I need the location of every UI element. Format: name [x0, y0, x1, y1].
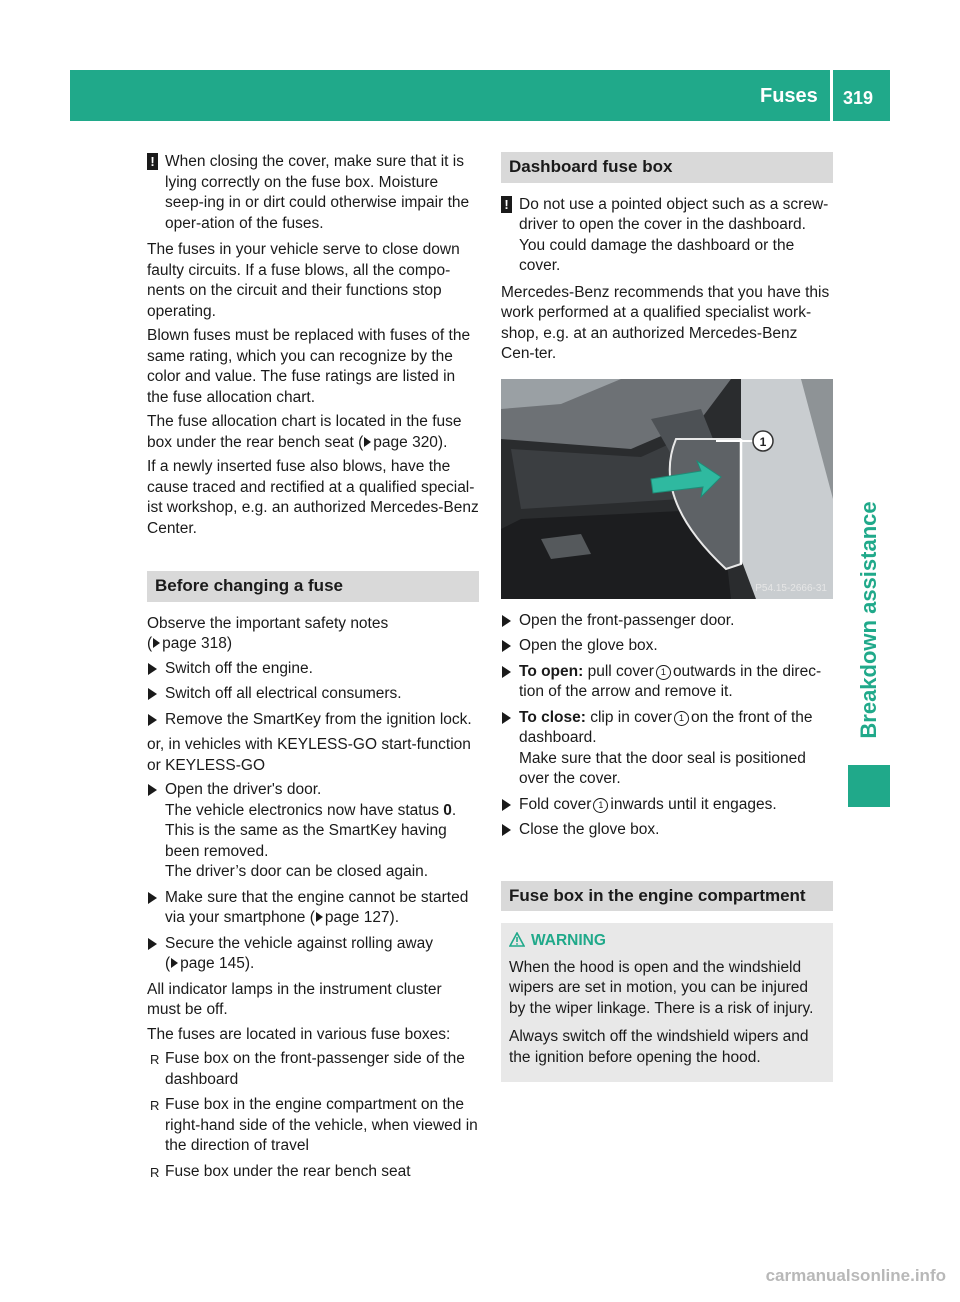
step-arrow-icon	[148, 688, 157, 700]
paragraph: The fuse allocation chart is located in the fuse box under the rear bench seat ( page 320).	[147, 413, 462, 451]
paragraph: or, in vehicles with KEYLESS-GO start-function or KEYLESS-GO	[147, 736, 471, 774]
dashboard-photo	[501, 379, 833, 599]
section-heading: Before changing a fuse	[147, 571, 479, 602]
paragraph: All indicator lamps in the instrument cluster must be off.	[147, 980, 442, 1018]
header-separator	[830, 70, 833, 121]
page-ref-link[interactable]: page 318)	[162, 635, 232, 652]
right-column	[501, 152, 833, 1082]
page-number: 319	[843, 88, 874, 108]
warning-text: Always switch off the windshield wipers and the ignition before opening the hood.	[509, 1028, 809, 1066]
paragraph: If a newly inserted fuse also blows, have the cause traced and rectified at a qualified special-ist workshop, e.g. an authorized Mercedes-Benz Center.	[147, 458, 479, 537]
page-ref-arrow-icon	[171, 958, 178, 968]
page-ref-arrow-icon	[153, 638, 160, 648]
bullet-icon: R	[150, 1052, 160, 1067]
paragraph: The fuses are located in various fuse boxes:	[147, 1025, 451, 1043]
left-column	[147, 152, 479, 1187]
step-item: Open the front-passenger door.	[501, 611, 833, 632]
list-item: R Fuse box in the engine compartment on the right-hand side of the vehicle, when viewed in the direction of travel	[150, 1096, 478, 1154]
section-heading: Dashboard fuse box	[501, 152, 833, 183]
paragraph: Mercedes-Benz recommends that you have this work performed at a qualified specialist work-shop, e.g. at an authorized Mercedes-Benz Cen-ter.	[501, 283, 830, 362]
step-item: Open the glove box.	[501, 636, 833, 657]
watermark: carmanualsonline.info	[765, 1266, 946, 1285]
callout-circle-icon: 1	[593, 798, 608, 813]
dashboard-illustration	[501, 379, 833, 599]
photo-callout: 1	[759, 434, 767, 449]
step-arrow-icon	[502, 799, 511, 811]
paragraph: Blown fuses must be replaced with fuses of the same rating, which you can recognize by the color and value. The fuse ratings are listed in the fuse allocation chart.	[147, 327, 471, 406]
callout-circle-icon: 1	[656, 665, 671, 680]
page-ref-arrow-icon	[316, 912, 323, 922]
side-tab-marker	[848, 765, 890, 807]
warning-triangle-icon	[509, 932, 525, 947]
step-arrow-icon	[502, 712, 511, 724]
step-item: To open: pull cover 1 outwards in the direc-tion of the arrow and remove it.	[501, 662, 833, 703]
callout-circle-icon: 1	[674, 711, 689, 726]
step-item: Switch off all electrical consumers.	[147, 684, 479, 705]
step-item: Close the glove box.	[501, 820, 833, 841]
bullet-icon: R	[150, 1098, 160, 1113]
page-ref-link[interactable]: page 320).	[373, 433, 448, 451]
list-item: R Fuse box on the front-passenger side of the dashboard	[150, 1050, 465, 1088]
step-arrow-icon	[502, 615, 511, 627]
photo-code: P54.15-2666-31	[755, 582, 827, 594]
step-arrow-icon	[148, 938, 157, 950]
step-arrow-icon	[502, 640, 511, 652]
step-arrow-icon	[148, 663, 157, 675]
section-heading: Fuse box in the engine compartment	[501, 881, 833, 912]
step-arrow-icon	[148, 714, 157, 726]
section-title: Fuses	[760, 85, 818, 107]
caution-note: ! When closing the cover, make sure that it is lying correctly on the fuse box. Moisture seep-ing in or dirt could otherwise impair the oper-ation of the fuses.	[147, 152, 479, 234]
step-item: Secure the vehicle against rolling away ( page 145).	[147, 934, 479, 975]
caution-note: ! Do not use a pointed object such as a screw-driver to open the cover in the dashboard. You could damage the dashboard or the cover.	[501, 195, 833, 277]
step-item: Open the driver's door. The vehicle electronics now have status 0. This is the same as the SmartKey having been removed. The driver’s door can be closed again.	[147, 780, 479, 883]
side-tab-label: Breakdown assistance	[855, 501, 881, 739]
step-arrow-icon	[502, 824, 511, 836]
warning-title: WARNING	[509, 931, 825, 952]
step-item: Fold cover 1 inwards until it engages.	[501, 795, 833, 816]
step-item: Switch off the engine.	[147, 659, 479, 680]
step-item: To close: clip in cover 1 on the front of the dashboard. Make sure that the door seal is positioned over the cover.	[501, 708, 833, 790]
step-item: Make sure that the engine cannot be started via your smartphone ( page 127).	[147, 888, 479, 929]
bullet-icon: R	[150, 1164, 160, 1180]
exclamation-icon: !	[501, 196, 512, 213]
page-ref-link[interactable]: page 127).	[324, 909, 400, 926]
page-ref-arrow-icon	[364, 437, 371, 447]
list-item: R Fuse box under the rear bench seat	[147, 1162, 479, 1183]
warning-text: When the hood is open and the windshield wipers are set in motion, you can be injured by the wiper linkage. There is a risk of injury.	[509, 958, 814, 1017]
step-arrow-icon	[148, 784, 157, 796]
paragraph: Observe the important safety notes ( page 318)	[147, 614, 389, 652]
paragraph: The fuses in your vehicle serve to close down faulty circuits. If a fuse blows, all the compo-nents on the circuit and their functions stop operating.	[147, 241, 460, 320]
warning-box	[501, 923, 833, 1082]
exclamation-icon: !	[147, 153, 158, 170]
page-ref-link[interactable]: page 145).	[180, 955, 255, 972]
step-arrow-icon	[502, 666, 511, 678]
step-arrow-icon	[148, 892, 157, 904]
step-item: Remove the SmartKey from the ignition lock.	[147, 710, 479, 731]
